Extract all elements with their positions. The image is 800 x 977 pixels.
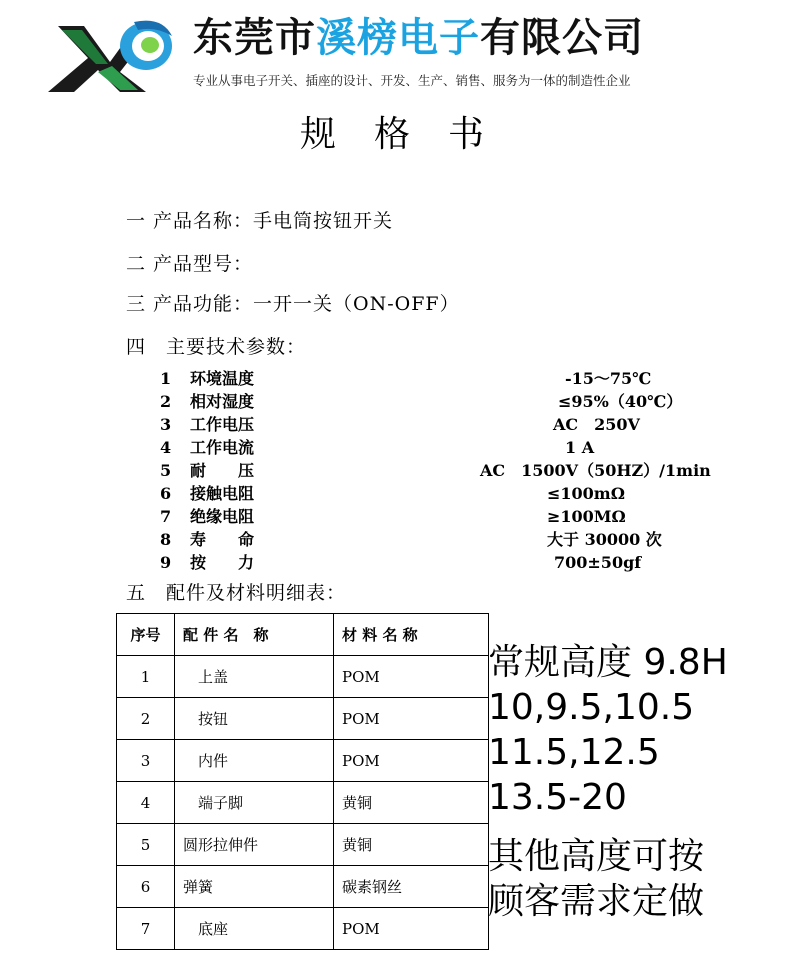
document-title: 规格书 — [300, 114, 523, 155]
part-name: 按钮 — [175, 698, 334, 740]
material-name: 黄铜 — [334, 782, 489, 824]
parts-heading: 五 配件及材料明细表： — [126, 582, 347, 604]
row-number: 6 — [117, 866, 175, 908]
param-name: 相对湿度 — [190, 392, 255, 411]
company-name: 东莞市溪榜电子有限公司 — [193, 15, 644, 61]
param-value: 1 A — [565, 438, 595, 457]
material-name: 碳素钢丝 — [334, 866, 489, 908]
height-note-line: 常规高度 9.8H — [488, 642, 728, 683]
header-cell: 材 料 名 称 — [334, 614, 489, 656]
custom-height-note: 顾客需求定做 — [488, 881, 705, 922]
param-num: 5 — [160, 461, 172, 480]
company-tagline: 专业从事电子开关、插座的设计、开发、生产、销售、服务为一体的制造性企业 — [193, 73, 631, 88]
part-name: 弹簧 — [175, 866, 334, 908]
part-name: 上盖 — [175, 656, 334, 698]
table-row — [117, 656, 489, 698]
product-model-line: 二 产品型号： — [126, 253, 254, 275]
param-num: 3 — [160, 415, 172, 434]
param-value: 大于 30000 次 — [547, 530, 662, 549]
param-value: AC 1500V（50HZ）/1min — [480, 461, 711, 480]
param-num: 9 — [160, 553, 172, 572]
header-cell: 序号 — [117, 614, 175, 656]
parts-table — [116, 613, 489, 950]
custom-height-note: 其他高度可按 — [488, 836, 705, 877]
param-name: 绝缘电阻 — [190, 507, 255, 526]
param-name: 耐 压 — [190, 461, 255, 480]
part-name: 内件 — [175, 740, 334, 782]
table-header-row — [117, 614, 489, 656]
product-function-line: 三 产品功能：一开一关（ON-OFF） — [126, 293, 460, 315]
table-row — [117, 866, 489, 908]
param-num: 1 — [160, 369, 172, 388]
height-note-line: 13.5-20 — [488, 777, 627, 818]
param-value: ≥100MΩ — [547, 507, 626, 526]
material-name: 黄铜 — [334, 824, 489, 866]
tech-params-heading: 四 主要技术参数： — [126, 336, 307, 358]
param-num: 2 — [160, 392, 172, 411]
material-name: POM — [334, 656, 489, 698]
param-num: 6 — [160, 484, 172, 503]
part-name: 底座 — [175, 908, 334, 950]
table-row — [117, 908, 489, 950]
row-number: 7 — [117, 908, 175, 950]
material-name: POM — [334, 698, 489, 740]
param-name: 寿 命 — [190, 530, 255, 549]
param-value: -15～75℃ — [565, 369, 652, 388]
row-number: 1 — [117, 656, 175, 698]
param-name: 工作电流 — [190, 438, 255, 457]
table-row — [117, 698, 489, 740]
param-value: 700±50gf — [554, 553, 642, 572]
param-name: 工作电压 — [190, 415, 255, 434]
param-name: 接触电阻 — [190, 484, 255, 503]
material-name: POM — [334, 908, 489, 950]
param-value: ≤100mΩ — [547, 484, 625, 503]
param-name: 按 力 — [190, 553, 255, 572]
param-num: 4 — [160, 438, 172, 457]
table-row — [117, 824, 489, 866]
table-row — [117, 740, 489, 782]
row-number: 2 — [117, 698, 175, 740]
product-name-line: 一 产品名称：手电筒按钮开关 — [126, 210, 394, 232]
param-value: ≤95%（40℃） — [558, 392, 683, 411]
param-num: 8 — [160, 530, 172, 549]
param-name: 环境温度 — [190, 369, 255, 388]
height-note-line: 11.5,12.5 — [488, 732, 660, 773]
row-number: 4 — [117, 782, 175, 824]
param-value: AC 250V — [553, 415, 640, 434]
part-name: 端子脚 — [175, 782, 334, 824]
material-name: POM — [334, 740, 489, 782]
row-number: 5 — [117, 824, 175, 866]
row-number: 3 — [117, 740, 175, 782]
height-note-line: 10,9.5,10.5 — [488, 687, 695, 728]
table-row — [117, 782, 489, 824]
param-num: 7 — [160, 507, 172, 526]
header-cell: 配 件 名 称 — [175, 614, 334, 656]
company-logo — [38, 14, 178, 94]
part-name: 圆形拉伸件 — [175, 824, 334, 866]
